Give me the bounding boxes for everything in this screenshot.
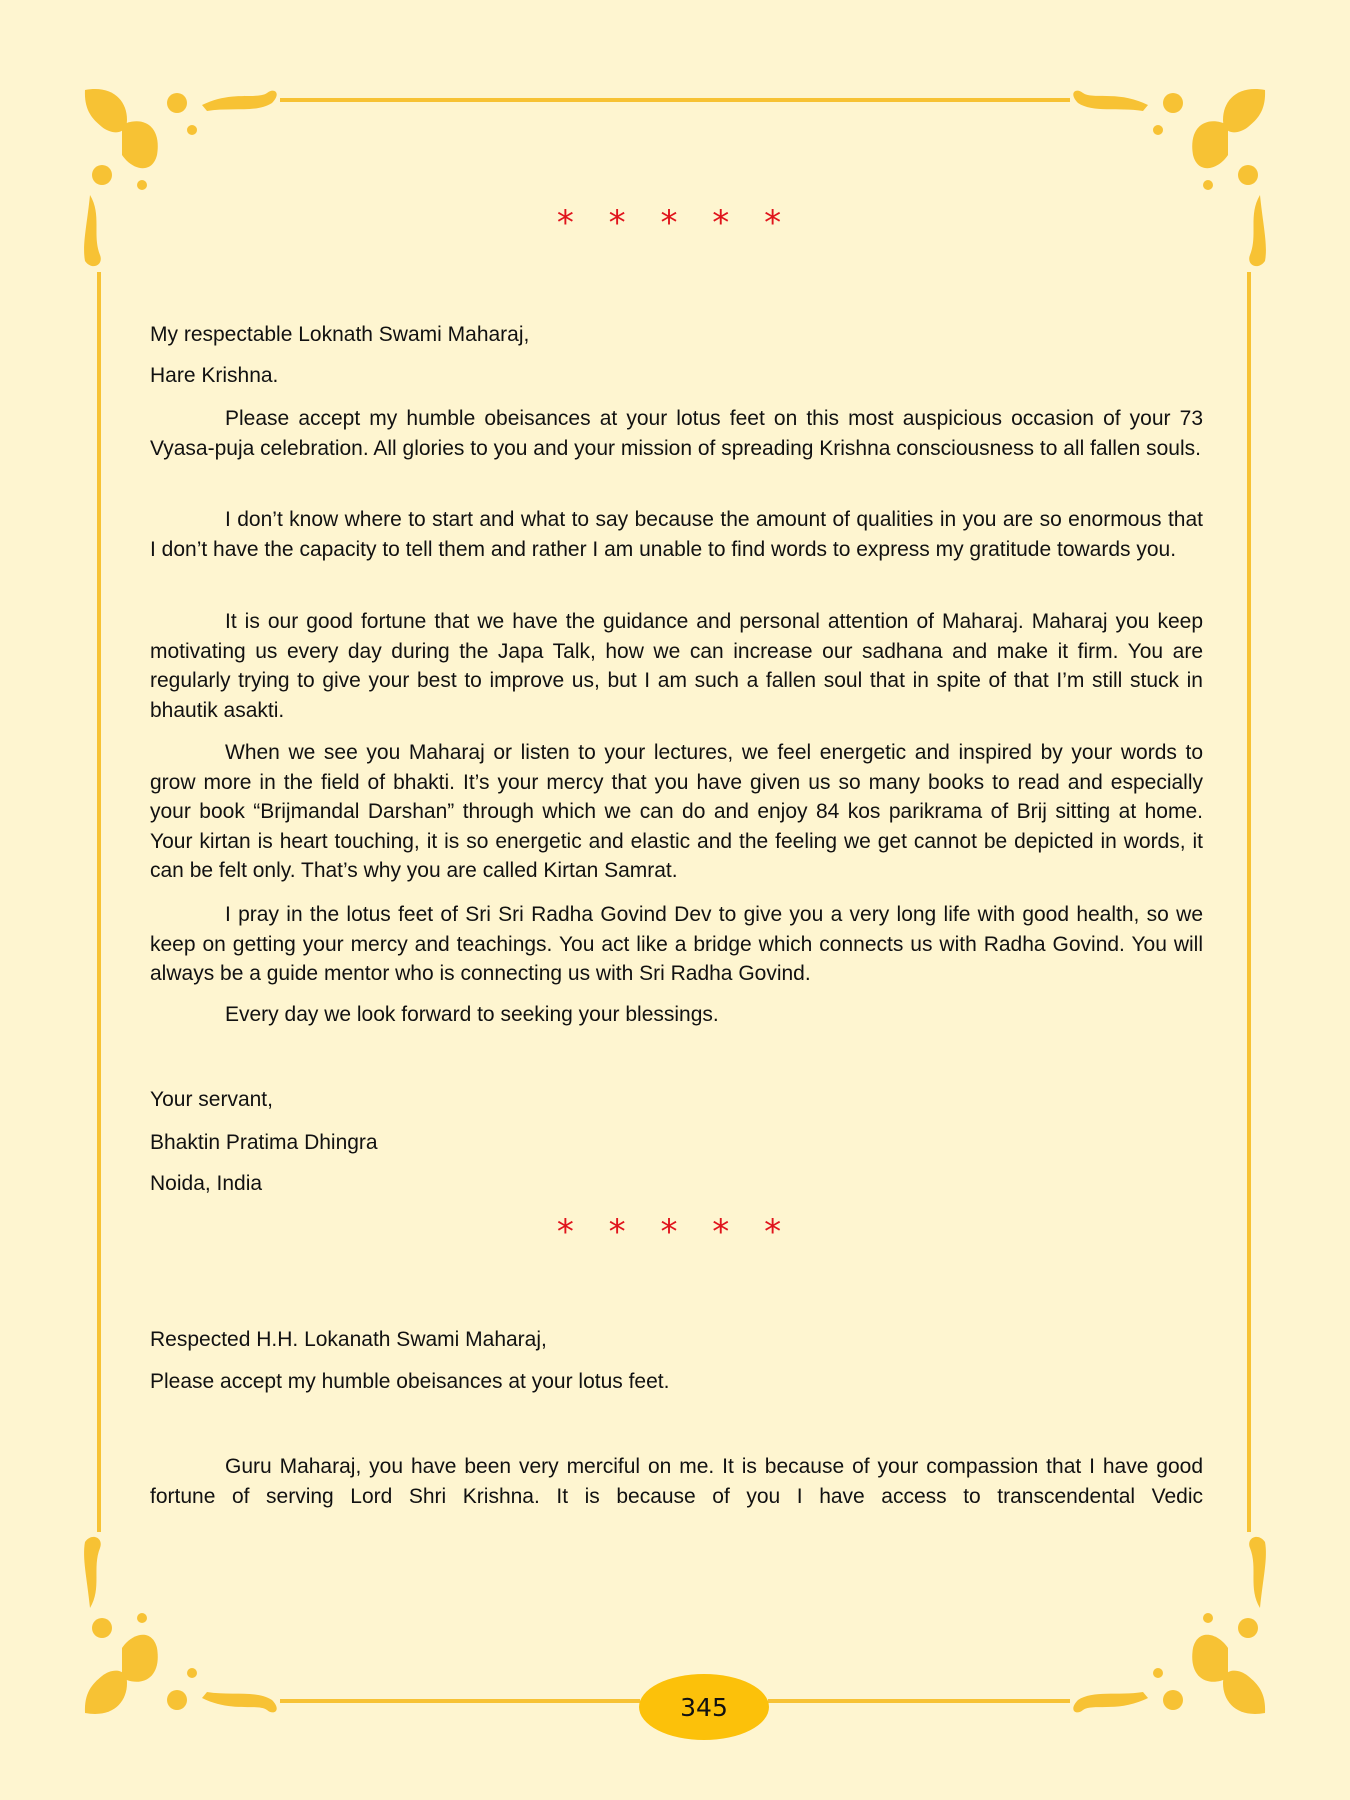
paragraph: Please accept my humble obeisances at your lotus feet on this most auspicious occasion of your 73 Vyasa-puja celebration. All glories to you and your mission of spreading Krishna consciousness to all fallen souls. [150,407,1203,460]
border-bottom-right [768,1699,1070,1703]
salutation: Respected H.H. Lokanath Swami Maharaj, [150,1328,547,1351]
paragraph: I don’t know where to start and what to say because the amount of qualities in you are so enormous that I don’t have the capacity to tell them and rather I am unable to find words to express my gratitude towards you. [150,508,1203,561]
opening: Please accept my humble obeisances at your lotus feet. [150,1370,670,1393]
paragraph: I pray in the lotus feet of Sri Sri Radha Govind Dev to give you a very long life with good health, so we keep on getting your mercy and teachings. You act like a bridge which connects us with Radha Govind. You will always be a guide mentor who is connecting us with Sri Radha Govind. [150,903,1203,985]
paragraph: Every day we look forward to seeking your blessings. [225,1003,719,1026]
paragraph: Guru Maharaj, you have been very merciful on me. It is because of your compassion that I have good fortune of serving Lord Shri Krishna. It is because of you I have access to transcendental Vedic [150,1455,1203,1508]
border-right [1247,272,1251,1532]
signature-place: Noida, India [150,1172,263,1195]
border-bottom-left [280,1699,640,1703]
corner-ornament-icon [1068,85,1268,275]
paragraph: It is our good fortune that we have the guidance and personal attention of Maharaj. Maharaj you keep motivating us every day during the Japa Talk, how we can increase our sadhana and make it firm. You are regularly trying to give your best to improve us, but I am such a fallen soul that in spite of that I’m still stuck in bhautik asakti. [150,610,1203,722]
separator-stars: * * * * * [556,1212,794,1252]
corner-ornament-icon [1068,1528,1268,1718]
border-top [280,98,1070,102]
corner-ornament-icon [82,1528,282,1718]
border-left [97,272,101,1532]
greeting: Hare Krishna. [150,364,279,387]
closing: Your servant, [150,1088,273,1111]
corner-ornament-icon [82,85,282,275]
salutation: My respectable Loknath Swami Maharaj, [150,323,530,346]
signature-name: Bhaktin Pratima Dhingra [150,1131,378,1154]
page-number [639,1674,769,1740]
paragraph: When we see you Maharaj or listen to your lectures, we feel energetic and inspired by your words to grow more in the field of bhakti. It’s your mercy that you have given us so many books to read and especially your book “Brijmandal Darshan” through which we can do and enjoy 84 kos parikrama of Brij sitting at home. Your kirtan is heart touching, it is so energetic and elastic and the feeling we get cannot be depicted in words, it can be felt only. That’s why you are called Kirtan Samrat. [150,741,1203,882]
page-number-text: 345 [680,1692,728,1722]
separator-stars: * * * * * [556,203,794,243]
